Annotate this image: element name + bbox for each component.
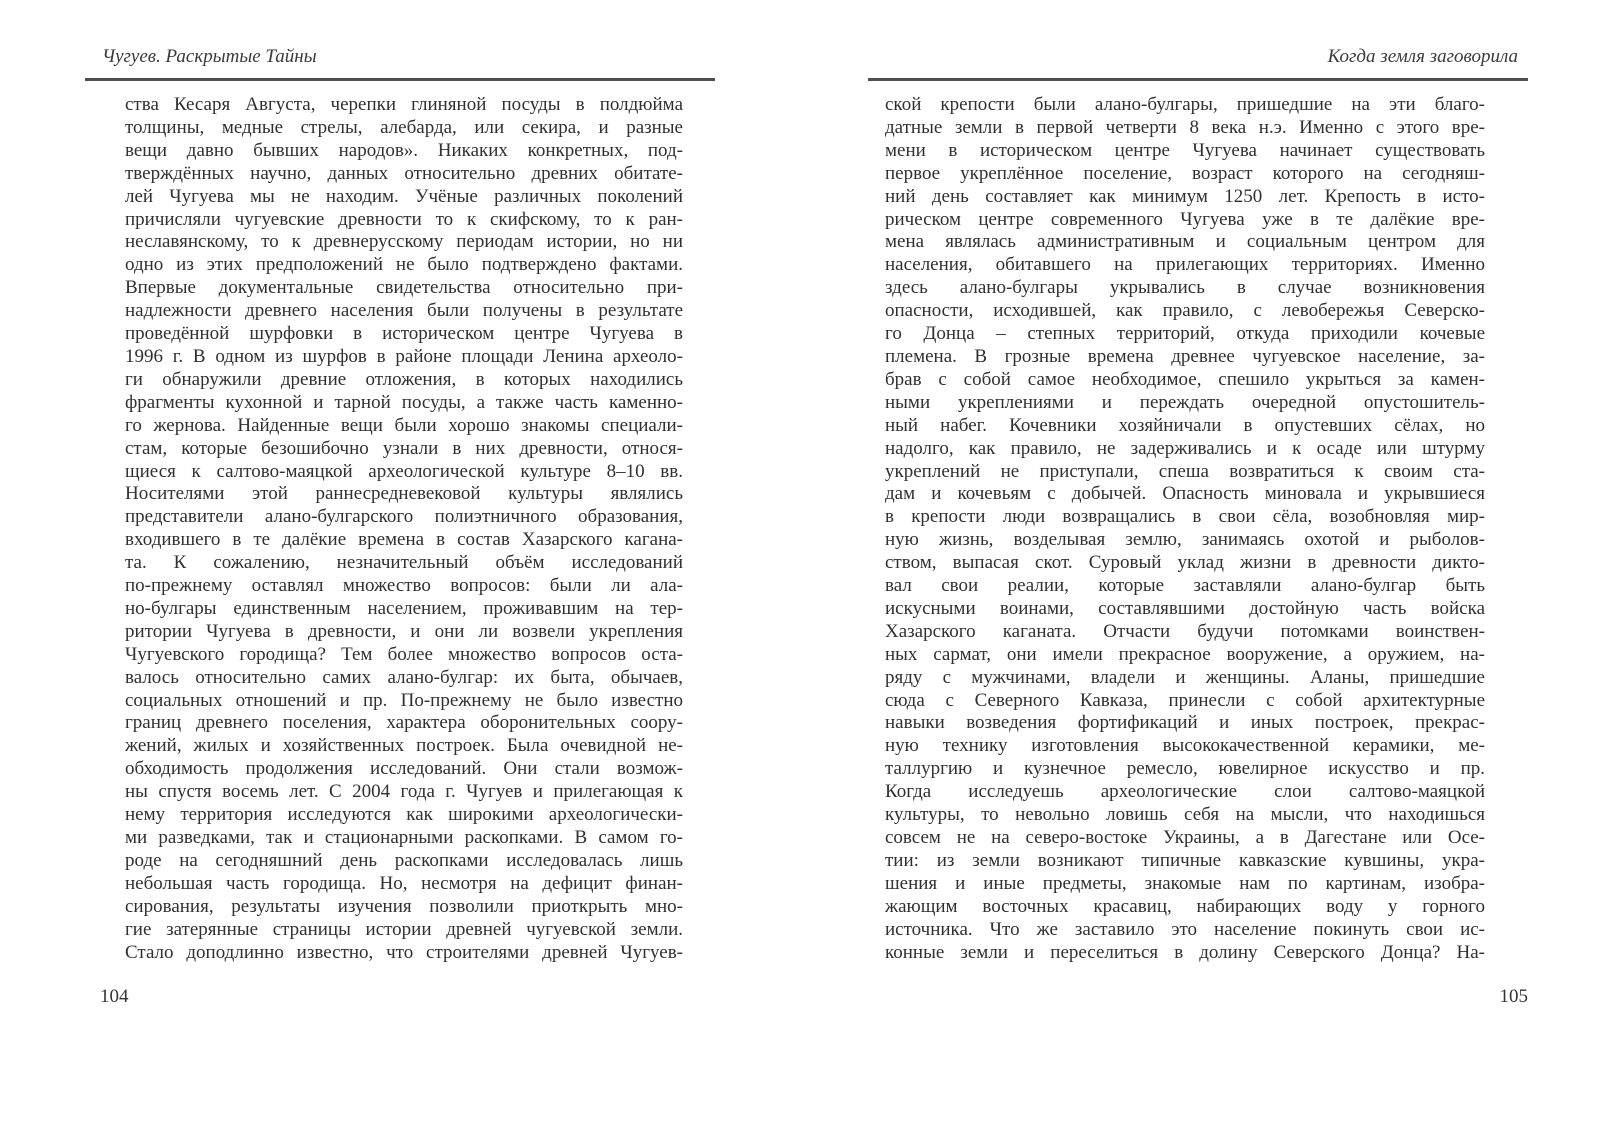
text-line: вещи давно бывших народов». Никаких конкретных, под- xyxy=(125,139,683,161)
page-number-left: 104 xyxy=(100,986,129,1008)
text-line: укреплений не приступали, спеша возвратиться к своим ста- xyxy=(885,460,1485,482)
text-line: ны спустя восемь лет. С 2004 года г. Чугуев и прилегающая к xyxy=(125,781,683,803)
text-line: та. К сожалению, незначительный объём исследований xyxy=(125,552,683,574)
text-line: обходимость продолжения исследований. Они стали возмож- xyxy=(125,758,683,780)
text-line: валось относительно самих алано-булгар: их быта, обычаев, xyxy=(125,666,683,688)
text-line: ных сармат, они имели прекрасное вооружение, а оружием, на- xyxy=(885,643,1485,665)
text-line: фрагменты кухонной и тарной посуды, а также часть каменно- xyxy=(125,391,683,413)
text-line: первое укреплённое поселение, возраст которого на сегодняш- xyxy=(885,162,1485,184)
text-line: границ древнего поселения, характера оборонительных соору- xyxy=(125,712,683,734)
text-line: ными укреплениями и переждать очередной опустошитель- xyxy=(885,391,1485,413)
text-line: роде на сегодняшний день раскопками исследовалась лишь xyxy=(125,849,683,871)
text-line: ством, выпасая скот. Суровый уклад жизни в древности дикто- xyxy=(885,552,1485,574)
text-line: здесь алано-булгары укрывались в случае возникновения xyxy=(885,277,1485,299)
page-right xyxy=(868,46,1528,1008)
running-header-right-text: Когда земля заговорила xyxy=(1327,46,1518,67)
text-line: мени в историческом центре Чугуева начинает существовать xyxy=(885,139,1485,161)
text-line: представители алано-булгарского полиэтничного образования, xyxy=(125,506,683,528)
text-line: мена являлась административным и социальным центром для xyxy=(885,231,1485,253)
text-line: толщины, медные стрелы, алебарда, или секира, и разные xyxy=(125,116,683,138)
text-line: племена. В грозные времена древнее чугуевское население, за- xyxy=(885,345,1485,367)
text-line: навыки возведения фортификаций и иных построек, прекрас- xyxy=(885,712,1485,734)
page-left-body xyxy=(125,94,683,964)
text-line: ную технику изготовления высококачественной керамики, ме- xyxy=(885,735,1485,757)
text-line: жающим восточных красавиц, набирающих воду у горного xyxy=(885,895,1485,917)
running-header-left-text: Чугуев. Раскрытые Тайны xyxy=(102,46,317,67)
text-line: проведённой шурфовки в историческом центре Чугуева в xyxy=(125,323,683,345)
text-line: сирования, результаты изучения позволили приоткрыть мно- xyxy=(125,895,683,917)
text-line: причисляли чугуевские древности то к скифскому, то к ран- xyxy=(125,208,683,230)
text-line: одно из этих предположений не было подтверждено фактами. xyxy=(125,254,683,276)
page-number-right: 105 xyxy=(1499,986,1528,1008)
text-line: шения и иные предметы, знакомые нам по картинам, изобра- xyxy=(885,872,1485,894)
text-line: ную жизнь, возделывая землю, занимаясь охотой и рыболов- xyxy=(885,529,1485,551)
text-line: брав с собой самое необходимое, спешило укрыться за камен- xyxy=(885,368,1485,390)
text-line: вал свои реалии, которые заставляли алано-булгар быть xyxy=(885,575,1485,597)
text-line: опасности, исходившей, как правило, с левобережья Северско- xyxy=(885,300,1485,322)
text-line: ства Кесаря Августа, черепки глиняной посуды в полдюйма xyxy=(125,94,683,115)
text-line: таллургию и кузнечное ремесло, ювелирное искусство и пр. xyxy=(885,758,1485,780)
text-line: по-прежнему оставлял множество вопросов: были ли ала- xyxy=(125,575,683,597)
text-line: го жернова. Найденные вещи были хорошо знакомы специали- xyxy=(125,414,683,436)
text-line: в крепости люди возвращались в свои сёла, возобновляя мир- xyxy=(885,506,1485,528)
text-line: рическом центре современного Чугуева уже в те далёкие вре- xyxy=(885,208,1485,230)
text-line: нему территория исследуются как широкими археологически- xyxy=(125,804,683,826)
text-line: искусными воинами, составлявшими достойную часть войска xyxy=(885,597,1485,619)
text-line: ний день составляет как минимум 1250 лет. Крепость в исто- xyxy=(885,185,1485,207)
text-line: социальных отношений и пр. По-прежнему не было известно xyxy=(125,689,683,711)
text-line: ми разведками, так и стационарными раскопками. В самом го- xyxy=(125,827,683,848)
text-line: тверждённых научно, данных относительно древних обитате- xyxy=(125,162,683,184)
text-line: щиеся к салтово-маяцкой археологической культуре 8–10 вв. xyxy=(125,460,683,482)
text-line: ный набег. Кочевники хозяйничали в опустевших сёлах, но xyxy=(885,414,1485,436)
text-line: гие затерянные страницы истории древней чугуевской земли. xyxy=(125,918,683,940)
text-line: надолго, как правило, не задерживались и к осаде или штурму xyxy=(885,437,1485,459)
text-line: ской крепости были алано-булгары, пришедшие на эти благо- xyxy=(885,94,1485,115)
text-line: жений, жилых и хозяйственных построек. Была очевидной не- xyxy=(125,735,683,757)
text-line: Чугуевского городища? Тем более множество вопросов оста- xyxy=(125,643,683,665)
text-line: конные земли и переселиться в долину Северского Донца? На- xyxy=(885,941,1485,963)
text-line: дам и кочевьям с добычей. Опасность миновала и укрывшиеся xyxy=(885,483,1485,505)
text-line: лей Чугуева мы не находим. Учёные различных поколений xyxy=(125,185,683,207)
text-line: надлежности древнего населения были получены в результате xyxy=(125,300,683,322)
page-right-body xyxy=(885,94,1485,964)
text-line: населения, обитавшего на прилегающих территориях. Именно xyxy=(885,254,1485,276)
text-line: го Донца – степных территорий, откуда приходили кочевые xyxy=(885,323,1485,345)
text-line: тии: из земли возникают типичные кавказские кувшины, укра- xyxy=(885,849,1485,871)
page-right-footer xyxy=(868,986,1528,1008)
text-line: Стало доподлинно известно, что строителями древней Чугуев- xyxy=(125,941,683,963)
page-left-footer xyxy=(85,986,715,1008)
text-line: ги обнаружили древние отложения, в которых находились xyxy=(125,368,683,390)
text-line: датные земли в первой четверти 8 века н.э. Именно с этого вре- xyxy=(885,116,1485,138)
text-line: Хазарского каганата. Отчасти будучи потомками воинствен- xyxy=(885,620,1485,642)
text-line: неславянскому, то к древнерусскому периодам истории, но ни xyxy=(125,231,683,253)
text-line: входившего в те далёкие времена в состав Хазарского кагана- xyxy=(125,529,683,551)
text-line: совсем не на северо-востоке Украины, а в Дагестане или Осе- xyxy=(885,827,1485,848)
text-line: Впервые документальные свидетельства относительно при- xyxy=(125,277,683,299)
text-line: Когда исследуешь археологические слои салтово-маяцкой xyxy=(885,781,1485,803)
text-line: источника. Что же заставило это население покинуть свои ис- xyxy=(885,918,1485,940)
text-line: но-булгары единственным населением, проживавшим на тер- xyxy=(125,597,683,619)
text-line: культуры, то невольно ловишь себя на мысли, что находишься xyxy=(885,804,1485,826)
text-line: небольшая часть городища. Но, несмотря на дефицит финан- xyxy=(125,872,683,894)
page-left xyxy=(85,46,715,1008)
text-line: Носителями этой раннесредневековой культуры являлись xyxy=(125,483,683,505)
running-header-right xyxy=(868,46,1528,81)
running-header-left xyxy=(85,46,715,81)
text-line: сюда с Северного Кавказа, принесли с собой архитектурные xyxy=(885,689,1485,711)
text-line: ритории Чугуева в древности, и они ли возвели укрепления xyxy=(125,620,683,642)
text-line: 1996 г. В одном из шурфов в районе площади Ленина археоло- xyxy=(125,345,683,367)
text-line: стам, которые безошибочно узнали в них древности, относя- xyxy=(125,437,683,459)
text-line: ряду с мужчинами, владели и женщины. Аланы, пришедшие xyxy=(885,666,1485,688)
